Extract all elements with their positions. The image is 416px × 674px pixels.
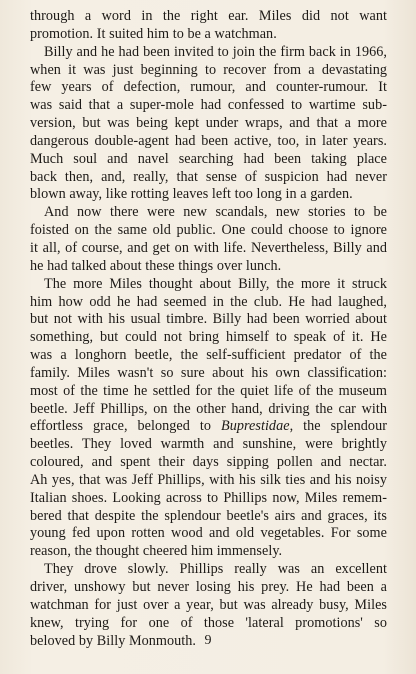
text-line: promotion. It suited him to be a watchman. xyxy=(30,25,277,42)
text-line: dangerous double-agent had been active, too, in later years. xyxy=(30,132,387,149)
text-line: Much soul and navel searching had been taking place xyxy=(30,150,387,167)
text-line: when it was just beginning to recover from a devastating xyxy=(30,61,387,78)
text-line: blown away, like rotting leaves left too long in a garden. xyxy=(30,186,353,203)
text-line: beetles. They loved warmth and sunshine, were brightly xyxy=(30,436,387,453)
text-line: effortless grace, belonged to Buprestidae, the splendour xyxy=(30,418,387,435)
body-text xyxy=(30,8,387,650)
text-line: knew, trying for one of those 'lateral promotions' so xyxy=(30,614,387,631)
text-line: him how odd he had seemed in the club. He had laughed, xyxy=(30,293,387,310)
text-line: They drove slowly. Phillips really was an excellent xyxy=(44,561,387,578)
text-line: was said that a super-mole had confessed to wartime sub- xyxy=(30,97,387,114)
text-line: it all, of course, and get on with life. Nevertheless, Billy and xyxy=(30,239,387,256)
text-line: most of the time he settled for the quiet life of the museum xyxy=(30,382,387,399)
text-line: coloured, and spent their days sipping pollen and nectar. xyxy=(30,454,387,471)
text-line: driver, unshowy but never losing his prey. He had been a xyxy=(30,579,387,595)
text-line: reason, the thought cheered him immensely. xyxy=(30,543,283,560)
text-line: family. Miles wasn't so sure about his own classification: xyxy=(30,364,387,381)
text-line: back then, and, really, that sense of suspicion had never xyxy=(30,168,387,185)
text-line: Italian shoes. Looking across to Phillips now, Miles remem- xyxy=(30,489,387,506)
italic-term: Buprestidae xyxy=(220,418,290,435)
text-line: beetle. Jeff Phillips, on the other hand, driving the car with xyxy=(30,400,387,417)
text-line: beloved by Billy Monmouth. xyxy=(30,632,197,649)
text-line: Ah yes, that was Jeff Phillips, with his silk ties and his noisy xyxy=(30,471,387,488)
text-line: was a longhorn beetle, the self-sufficient predator of the xyxy=(30,347,387,364)
text-line: something, but could not bring himself to speak of it. He xyxy=(30,329,387,346)
page-number: 9 xyxy=(204,633,212,648)
text-line: he had talked about these things over lunch. xyxy=(30,257,282,274)
text-line: watchman for just over a year, but was already busy, Miles xyxy=(30,596,387,613)
text-line: but not with his usual timbre. Billy had been worried about xyxy=(30,311,387,328)
text-line: few years of defection, rumour, and counter-rumour. It xyxy=(30,79,387,96)
text-line: foisted on the same old public. One could choose to ignore xyxy=(30,222,387,239)
text-line: bered that despite the splendour beetle's airs and graces, its xyxy=(30,507,387,524)
text-line: The more Miles thought about Billy, the more it struck xyxy=(44,275,387,292)
text-line: Billy and he had been invited to join the firm back in 1966, xyxy=(44,43,387,60)
text-line: young fed upon rotten wood and old vegetables. For some xyxy=(30,525,387,542)
text-line: version, but was being kept under wraps, and that a more xyxy=(30,115,387,132)
text-line: through a word in the right ear. Miles did not want xyxy=(30,8,387,24)
text-line: And now there were new scandals, new stories to be xyxy=(44,204,387,221)
